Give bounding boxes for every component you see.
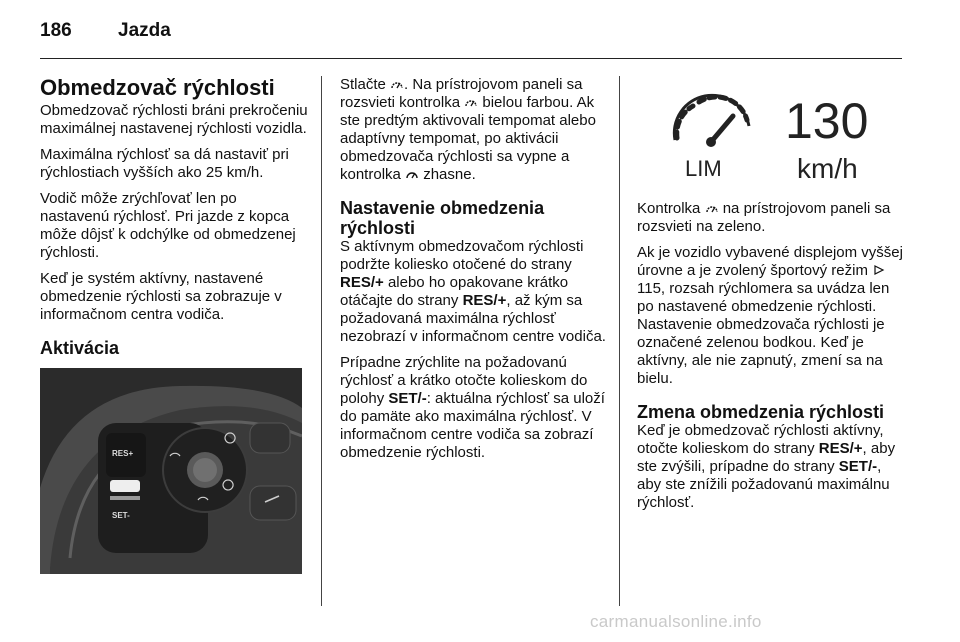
paragraph: Keď je systém aktívny, nastavené obmedzenie rýchlosti sa zobrazuje v informačnom centra vodiča. — [40, 270, 282, 323]
watermark: carmanualsonline.info — [590, 612, 762, 631]
text-run: Kontrolka — [637, 200, 705, 217]
text-run: alebo ho opakovane krátko otáčajte do strany — [340, 274, 569, 309]
column-2 — [340, 76, 610, 470]
paragraph — [340, 238, 610, 346]
column-divider-2 — [619, 76, 620, 606]
speed-limit-display-image — [637, 76, 899, 186]
paragraph: Vodič môže zrýchľovať len po nastavenú rýchlosť. Pri jazde z kopca môže dôjsť k odchýlke od obmedzenej rýchlosti. — [40, 190, 296, 261]
text-run: na prístrojovom paneli sa rozsvieti na zeleno. — [637, 200, 891, 235]
lim-label: LIM — [685, 156, 722, 181]
text-run: Ak je vozidlo vybavené displejom vyššej úrovne a je zvolený športový režim — [637, 244, 903, 279]
column-3 — [637, 76, 905, 520]
paragraph-activation — [340, 76, 610, 184]
text-run: . Na prístrojovom paneli sa rozsvieti kontrolka — [340, 76, 583, 111]
text-run: , rozsah rýchlomera sa uvádza len po nastavené obmedzenie rýchlosti. Nastavenie obmedzovača rýchlosti je označené zelenou bodkou. Keď je aktívny, ale nie zapnutý, zmení sa na bielu. — [637, 280, 890, 387]
res-plus-term: RES/+ — [818, 440, 863, 457]
res-plus-term: RES/+ — [340, 274, 384, 291]
paragraph — [637, 244, 905, 388]
cruise-control-icon — [405, 168, 419, 180]
subheading-setting: Nastavenie obmedzenia rýchlosti — [340, 198, 545, 238]
speed-unit: km/h — [797, 153, 858, 184]
text-run: , aby ste znížili požadovanú maximálnu rýchlosť. — [637, 458, 890, 511]
set-minus-term: SET/- — [388, 390, 427, 407]
speed-limiter-icon — [705, 202, 719, 214]
text-run: , aby ste zvýšili, prípadne do strany — [637, 440, 896, 475]
paragraph: Obmedzovač rýchlosti bráni prekročeniu maximálnej nastavenej rýchlosti vozidla. — [40, 102, 308, 137]
page-number: 186 — [40, 20, 72, 41]
steering-wheel-controls-image — [40, 368, 302, 574]
column-divider-1 — [321, 76, 322, 606]
res-plus-label: RES+ — [112, 449, 134, 458]
text-run: bielou farbou. Ak ste predtým aktivovali tempomat alebo adaptívny tempomat, po aktivácii obmedzovača rýchlosti sa vypne a kontrolka — [340, 94, 596, 183]
column-1 — [40, 76, 310, 574]
section-heading: Obmedzovač rýchlosti — [40, 75, 275, 100]
paragraph: Maximálna rýchlosť sa dá nastaviť pri rýchlostiach vyšších ako 25 km/h. — [40, 146, 289, 181]
header-rule — [40, 58, 902, 59]
speed-limiter-icon — [464, 96, 478, 108]
text-run: : aktuálna rýchlosť sa uloží do pamäte ako maximálna rýchlosť. V informačnom centre vodiča sa zobrazí obmedzenie rýchlosti. — [340, 390, 605, 461]
set-minus-label: SET- — [112, 511, 130, 520]
res-plus-term: RES/+ — [462, 292, 507, 309]
speed-limiter-icon — [390, 78, 404, 90]
paragraph — [340, 354, 610, 462]
set-minus-term: SET/- — [838, 458, 878, 475]
text-run: zhasne. — [419, 166, 476, 183]
text-run: , až kým sa požadovaná maximálna rýchlosť nezobrazí v informačnom centre vodiča. — [340, 292, 606, 345]
subheading-change: Zmena obmedzenia rýchlosti — [637, 402, 885, 422]
text-run: Keď je obmedzovač rýchlosti aktívny, otočte kolieskom do strany — [637, 422, 884, 457]
subheading-activation: Aktivácia — [40, 338, 120, 358]
page-reference: 115 — [637, 280, 661, 297]
text-run: S aktívnym obmedzovačom rýchlosti podržte koliesko otočené do strany — [340, 238, 584, 273]
chapter-title: Jazda — [118, 20, 171, 41]
speed-limit-value: 130 — [785, 93, 869, 149]
paragraph — [637, 200, 905, 236]
paragraph — [637, 422, 905, 512]
text-run: Stlačte — [340, 76, 391, 93]
text-run: Prípadne zrýchlite na požadovanú rýchlosť a krátko otočte kolieskom do polohy — [340, 354, 588, 407]
page-reference-triangle-icon — [872, 264, 886, 276]
